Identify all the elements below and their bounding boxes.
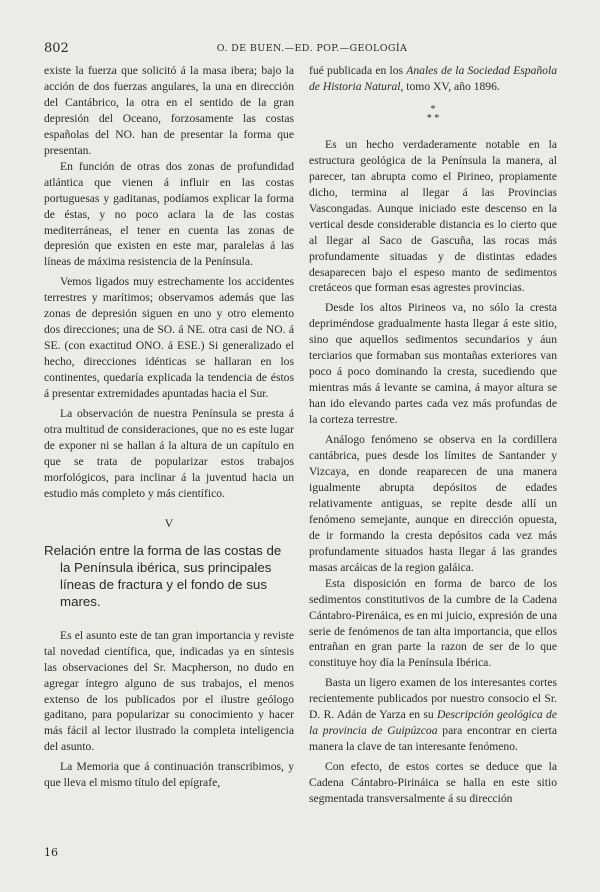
paragraph [309, 63, 557, 95]
paragraph: La Memoria que á continuación transcribimos, y que lleva el mismo título del epígrafe, [44, 760, 294, 790]
journal-title: Anales de la Sociedad Española de Historia Natural [309, 64, 557, 93]
paragraph: Análogo fenómeno se observa en la cordillera cantábrica, pues desde los límites de Santander y Vizcaya, en donde reaparecen de una manera igualmente abrupta depósitos de edades relativamente antiguas, se repite desde allí un fenómeno semejante, aunque en dirección opuesta, de ir formando la cresta depósitos cada vez más profundamente situados hasta llegar á las grandes masas arcáicas de la region galáica. [309, 433, 557, 574]
asterism-top: * [430, 103, 436, 115]
paragraph [309, 675, 557, 755]
right-column [309, 63, 557, 807]
text-run: para encontrar en cierta manera la clave de tan interesante fenómeno. [309, 724, 557, 754]
paragraph: Desde los altos Pirineos va, no sólo la cresta depriméndose gradualmente hasta llegar á este sitio, sino que aquellos sedimentos secundarios y áun terciarios que formaban sus montañas exteriores van poco á poco dominando la cresta, sucediendo que mientras más á levante se camina, á mayor altura se han ido elevando partes cada vez más profundas de la corteza terrestre. [309, 301, 557, 427]
paragraph: Es un hecho verdaderamente notable en la estructura geológica de la Península la manera, al parecer, tan abrupta como el Pirineo, propiamente dicho, termina al llegar á las Provincias Vascongadas. Aunque iniciado este descenso en la vertical desde considerable distancia es lo cierto que al llegar al Saco de Gascuña, las rocas más profundamente situadas y de distintas edades desaparecen bajo el espeso manto de sedimentos cretáceos que forman esas agrestes provincias. [309, 137, 557, 295]
paragraph: La observación de nuestra Península se presta á otra multitud de consideraciones, que no es este lugar de exponer ni se hallan á la altura de un capítulo en que se trata de popularizar estos trabajos morfológicos, para inclinar á la juventud hacia un estudio más completo y más científico. [44, 407, 294, 500]
paragraph: Es el asunto este de tan gran importancia y reviste tal novedad científica, que, indicadas ya en síntesis las observaciones del Sr. Macpherson, no dudo en agregar íntegro alguno de sus trabajos, el menos extenso de los publicados por el ilustre geólogo gaditano, para popularizar su conocimiento y hacer más fácil al lector ilustrado la completa inteligencia del asunto. [44, 628, 294, 754]
paragraph: Con efecto, de estos cortes se deduce que la Cadena Cántabro-Pirináica se halla en este sitio segmentada transversalmente á su dirección [309, 760, 557, 806]
asterism-bottom: * * [426, 112, 440, 124]
asterism [309, 105, 557, 123]
section-number: V [164, 515, 174, 530]
running-head: O. DE BUEN.—ED. POP.—GEOLOGÍA [216, 43, 408, 54]
paragraph: existe la fuerza que solicitó á la masa ibera; bajo la acción de dos fuerzas angulares, la una en dirección del Cantábrico, la otra en el sentido de la gran depresión del Oceano, forzosamente las costas españolas del NO. han de presentar la forma que presentan. [44, 64, 294, 157]
paragraph: Vemos ligados muy estrechamente los accidentes terrestres y marítimos; observamos además que las zonas de depresión siguen en uno y otro elemento dos direcciones; una de SO. á NE. otra casi de NO. á SE. (con exactitud ONO. á ESE.) Si generalizado el hecho, direcciones idénticas se hallaran en los continentes, quedaría explicada la tendencia de éstos á presentar extremidades apuntadas hacia el Sur. [44, 275, 294, 401]
page-header [44, 41, 560, 57]
section-title: Relación entre la forma de las costas de la Península ibérica, sus principales líneas de fractura y el fondo de sus mares. [44, 542, 282, 609]
text-run: fué publicada en los [309, 64, 407, 77]
left-column [44, 63, 294, 791]
text-run: , tomo XV, año 1896. [400, 79, 500, 93]
book-title: Descripción geológica de la provincia de Guipúzcoa [309, 708, 557, 738]
page-number: 802 [44, 41, 69, 56]
signature-mark: 16 [44, 846, 58, 859]
text-run: Basta un ligero examen de los interesantes cortes recientemente publicados por nuestro consocio el Sr. D. R. Adán de Yarza en su [309, 676, 557, 722]
paragraph: Esta disposición en forma de barco de los sedimentos constitutivos de la cumbre de la Cadena Cántabro-Pirenáica, es en mi juicio, expresión de una serie de fenómenos de tan alta importancia, que ellos entrañan en gran parte la razon de ser de lo que constituye hoy día la Península Ibérica. [309, 576, 557, 670]
paragraph: En función de otras dos zonas de profundidad atlántica que vienen á influir en las costas portuguesas y gaditanas, podíamos explicar la forma de éstas, y no poco aclara la de las costas mediterráneas, el tener en cuenta las zonas de depresión que existen en este mar, paralelas á las líneas de máxima resistencia de la Península. [44, 159, 294, 269]
